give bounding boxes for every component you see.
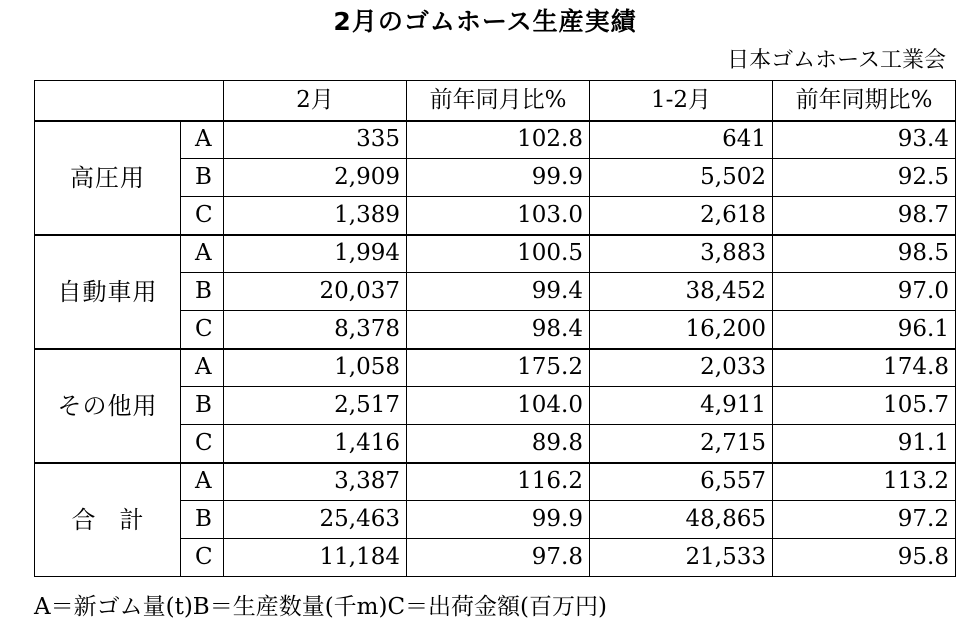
- month-value: 1,058: [224, 349, 407, 387]
- month-yoy-value: 116.2: [407, 463, 590, 501]
- type-cell: A: [181, 121, 224, 159]
- month-value: 1,994: [224, 235, 407, 273]
- group-label: その他用: [35, 349, 181, 463]
- table-row: [35, 121, 956, 159]
- month-value: 1,389: [224, 197, 407, 235]
- month-value: 20,037: [224, 273, 407, 311]
- production-table: [34, 80, 956, 577]
- type-cell: A: [181, 349, 224, 387]
- ytd-yoy-value: 91.1: [773, 425, 956, 463]
- ytd-yoy-value: 174.8: [773, 349, 956, 387]
- source-label: 日本ゴムホース工業会: [727, 48, 946, 73]
- ytd-value: 2,618: [590, 197, 773, 235]
- header-cell-ytd-yoy: 前年同期比%: [773, 81, 956, 121]
- type-cell: B: [181, 273, 224, 311]
- ytd-yoy-value: 98.5: [773, 235, 956, 273]
- footnote-legend: A＝新ゴム量(t)B＝生産数量(千m)C＝出荷金額(百万円): [34, 594, 608, 620]
- ytd-value: 21,533: [590, 539, 773, 577]
- header-row: [35, 81, 956, 121]
- table-row: [35, 235, 956, 273]
- month-yoy-value: 99.9: [407, 501, 590, 539]
- type-cell: B: [181, 501, 224, 539]
- ytd-yoy-value: 95.8: [773, 539, 956, 577]
- type-cell: A: [181, 235, 224, 273]
- table-row: [35, 463, 956, 501]
- month-value: 1,416: [224, 425, 407, 463]
- page-title: 2月のゴムホース生産実績: [333, 7, 637, 36]
- ytd-yoy-value: 97.2: [773, 501, 956, 539]
- month-value: 2,517: [224, 387, 407, 425]
- ytd-yoy-value: 93.4: [773, 121, 956, 159]
- ytd-yoy-value: 96.1: [773, 311, 956, 349]
- header-cell-blank: [35, 81, 224, 121]
- month-value: 11,184: [224, 539, 407, 577]
- header-cell-month: 2月: [224, 81, 407, 121]
- table-row: [35, 349, 956, 387]
- ytd-value: 16,200: [590, 311, 773, 349]
- group-label: 自動車用: [35, 235, 181, 349]
- month-value: 25,463: [224, 501, 407, 539]
- header-cell-month-yoy: 前年同月比%: [407, 81, 590, 121]
- month-yoy-value: 103.0: [407, 197, 590, 235]
- month-value: 2,909: [224, 159, 407, 197]
- ytd-value: 641: [590, 121, 773, 159]
- month-yoy-value: 99.9: [407, 159, 590, 197]
- type-cell: C: [181, 539, 224, 577]
- group-label-total: 合 計: [35, 463, 181, 577]
- header-cell-ytd: 1-2月: [590, 81, 773, 121]
- ytd-value: 4,911: [590, 387, 773, 425]
- month-yoy-value: 97.8: [407, 539, 590, 577]
- type-cell: A: [181, 463, 224, 501]
- ytd-value: 2,033: [590, 349, 773, 387]
- ytd-value: 38,452: [590, 273, 773, 311]
- type-cell: B: [181, 159, 224, 197]
- month-yoy-value: 89.8: [407, 425, 590, 463]
- ytd-yoy-value: 105.7: [773, 387, 956, 425]
- month-value: 8,378: [224, 311, 407, 349]
- ytd-yoy-value: 98.7: [773, 197, 956, 235]
- month-yoy-value: 98.4: [407, 311, 590, 349]
- month-yoy-value: 100.5: [407, 235, 590, 273]
- ytd-value: 5,502: [590, 159, 773, 197]
- type-cell: C: [181, 425, 224, 463]
- month-yoy-value: 104.0: [407, 387, 590, 425]
- ytd-value: 6,557: [590, 463, 773, 501]
- ytd-yoy-value: 92.5: [773, 159, 956, 197]
- ytd-value: 2,715: [590, 425, 773, 463]
- ytd-yoy-value: 97.0: [773, 273, 956, 311]
- group-label: 高圧用: [35, 121, 181, 235]
- month-yoy-value: 175.2: [407, 349, 590, 387]
- month-yoy-value: 99.4: [407, 273, 590, 311]
- type-cell: B: [181, 387, 224, 425]
- ytd-yoy-value: 113.2: [773, 463, 956, 501]
- ytd-value: 3,883: [590, 235, 773, 273]
- month-value: 335: [224, 121, 407, 159]
- month-yoy-value: 102.8: [407, 121, 590, 159]
- month-value: 3,387: [224, 463, 407, 501]
- type-cell: C: [181, 311, 224, 349]
- ytd-value: 48,865: [590, 501, 773, 539]
- type-cell: C: [181, 197, 224, 235]
